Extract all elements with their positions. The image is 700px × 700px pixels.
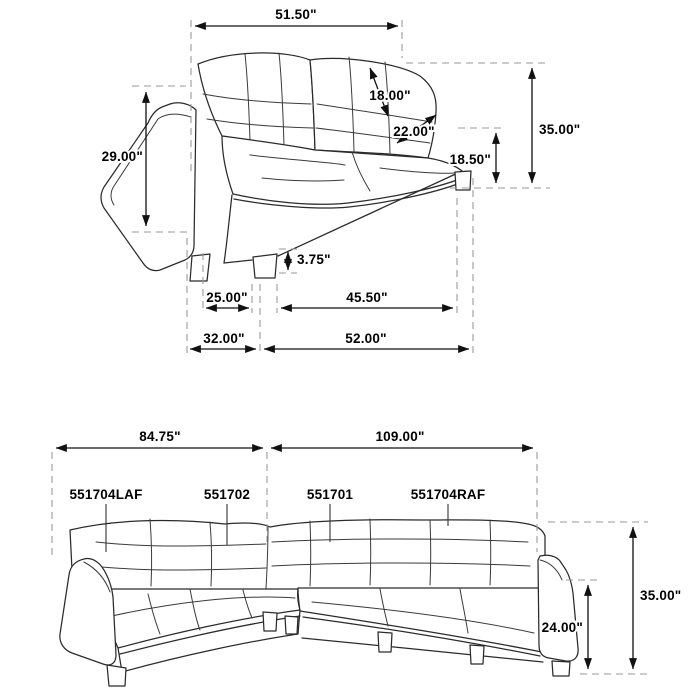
part-label-armless-left: 551702 (203, 487, 251, 502)
dim-seat-front-width: 25.00" (206, 290, 248, 305)
dim-sectional-arm-height: 24.00" (541, 620, 583, 635)
top-sofa-line-art (101, 53, 471, 281)
dim-seat-height: 18.50" (449, 152, 491, 167)
dim-back-cushion-height: 18.00" (369, 88, 411, 103)
dim-right-total-width: 109.00" (375, 429, 425, 444)
dim-seat-depth: 22.00" (393, 124, 435, 139)
dim-back-width: 51.50" (275, 7, 317, 22)
dim-arm-side-depth: 32.00" (203, 331, 245, 346)
dim-sectional-overall-height: 35.00" (640, 588, 682, 603)
dim-arm-height: 29.00" (101, 149, 143, 164)
dim-overall-height: 35.00" (539, 122, 581, 137)
part-label-raf: 551704RAF (410, 487, 486, 502)
part-label-laf: 551704LAF (69, 487, 143, 502)
part-label-armless-right: 551701 (306, 487, 354, 502)
dim-overall-depth: 52.00" (345, 331, 387, 346)
dim-leg-height: 3.75" (297, 252, 331, 267)
sectional-line-art (60, 519, 578, 686)
dim-chaise-length: 45.50" (346, 290, 388, 305)
dim-left-total-width: 84.75" (139, 429, 181, 444)
